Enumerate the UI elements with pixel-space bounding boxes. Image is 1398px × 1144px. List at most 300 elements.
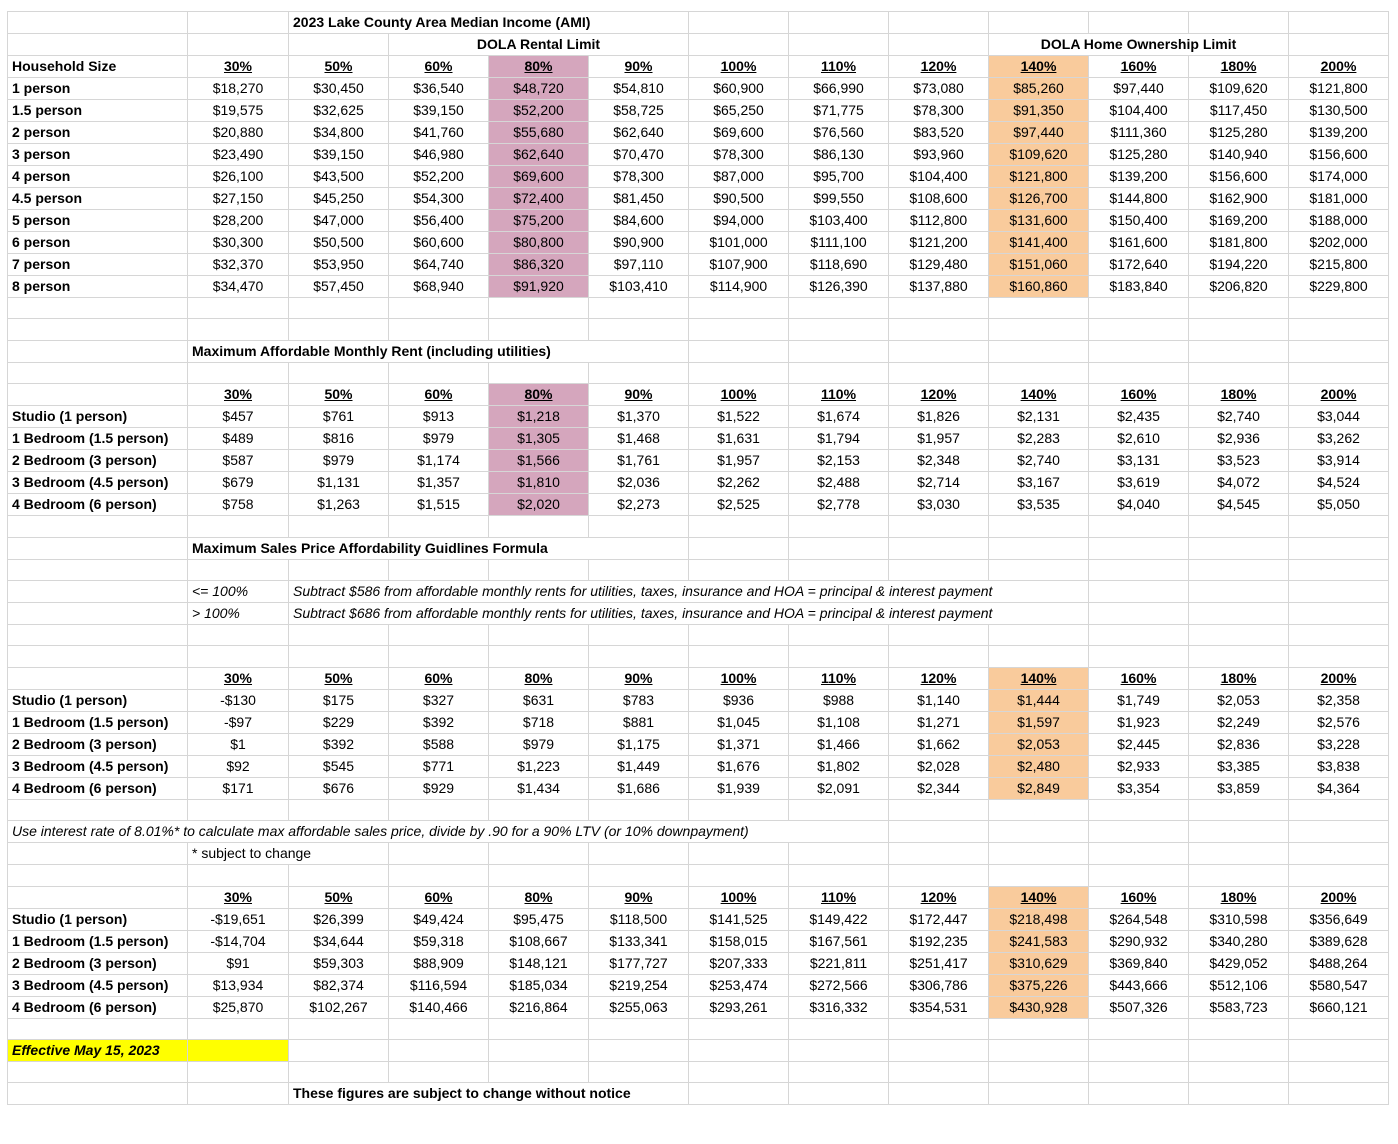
value-cell: $1,174 bbox=[389, 450, 489, 472]
value-cell: $52,200 bbox=[389, 166, 489, 188]
rent-section-title: Maximum Affordable Monthly Rent (including utilities) bbox=[188, 340, 689, 362]
value-cell: $660,121 bbox=[1289, 996, 1389, 1018]
empty-cell bbox=[689, 12, 789, 34]
empty-cell bbox=[389, 1061, 489, 1082]
empty-cell bbox=[1089, 602, 1189, 624]
value-cell: $86,130 bbox=[789, 144, 889, 166]
value-cell: $2,488 bbox=[789, 472, 889, 494]
percent-header: 120% bbox=[889, 886, 989, 908]
value-cell: $3,914 bbox=[1289, 450, 1389, 472]
value-cell: $75,200 bbox=[489, 210, 589, 232]
value-cell: $1,449 bbox=[589, 755, 689, 777]
value-cell: $457 bbox=[188, 406, 289, 428]
effective-highlight bbox=[188, 1039, 289, 1061]
empty-cell bbox=[489, 559, 589, 580]
empty-cell bbox=[289, 362, 389, 383]
empty-cell bbox=[589, 1018, 689, 1039]
value-cell: $2,435 bbox=[1089, 406, 1189, 428]
value-cell: $979 bbox=[389, 428, 489, 450]
value-cell: $172,640 bbox=[1089, 254, 1189, 276]
value-cell: $140,466 bbox=[389, 996, 489, 1018]
empty-cell bbox=[289, 646, 389, 667]
value-cell: $149,422 bbox=[789, 908, 889, 930]
value-cell: $2,344 bbox=[889, 777, 989, 799]
value-cell: $39,150 bbox=[389, 100, 489, 122]
value-cell: $162,900 bbox=[1189, 188, 1289, 210]
empty-cell bbox=[589, 362, 689, 383]
value-cell: $1,444 bbox=[989, 689, 1089, 711]
value-cell: $218,498 bbox=[989, 908, 1089, 930]
empty-cell bbox=[1189, 1061, 1289, 1082]
data-row bbox=[8, 974, 1389, 996]
percent-header: 90% bbox=[589, 384, 689, 406]
percent-header: 160% bbox=[1089, 667, 1189, 689]
value-cell: $90,500 bbox=[689, 188, 789, 210]
value-cell: $25,870 bbox=[188, 996, 289, 1018]
percent-header: 110% bbox=[789, 886, 889, 908]
value-cell: $1,223 bbox=[489, 755, 589, 777]
value-cell: $69,600 bbox=[489, 166, 589, 188]
empty-cell bbox=[989, 362, 1089, 383]
row-label: 8 person bbox=[8, 276, 188, 298]
data-row bbox=[8, 450, 1389, 472]
value-cell: $583,723 bbox=[1189, 996, 1289, 1018]
value-cell: $771 bbox=[389, 755, 489, 777]
value-cell: $1,923 bbox=[1089, 711, 1189, 733]
empty-cell bbox=[689, 319, 789, 340]
empty-cell bbox=[1289, 298, 1389, 319]
percent-header: 160% bbox=[1089, 886, 1189, 908]
value-cell: $58,725 bbox=[589, 100, 689, 122]
empty-cell bbox=[1189, 559, 1289, 580]
value-cell: $46,980 bbox=[389, 144, 489, 166]
value-cell: $2,131 bbox=[989, 406, 1089, 428]
empty-cell bbox=[489, 319, 589, 340]
empty-cell bbox=[389, 362, 489, 383]
limit-label-row bbox=[8, 34, 1389, 56]
value-cell: $169,200 bbox=[1189, 210, 1289, 232]
value-cell: $160,860 bbox=[989, 276, 1089, 298]
value-cell: $101,000 bbox=[689, 232, 789, 254]
value-cell: $126,390 bbox=[789, 276, 889, 298]
footer-row bbox=[8, 1083, 1389, 1105]
percent-header: 30% bbox=[188, 886, 289, 908]
empty-row bbox=[8, 298, 1389, 319]
empty-cell bbox=[489, 646, 589, 667]
value-cell: $3,131 bbox=[1089, 450, 1189, 472]
value-cell: $389,628 bbox=[1289, 930, 1389, 952]
value-cell: $109,620 bbox=[1189, 78, 1289, 100]
value-cell: $68,940 bbox=[389, 276, 489, 298]
value-cell: $3,228 bbox=[1289, 733, 1389, 755]
value-cell: $139,200 bbox=[1089, 166, 1189, 188]
empty-cell bbox=[989, 646, 1089, 667]
value-cell: $97,440 bbox=[1089, 78, 1189, 100]
value-cell: $429,052 bbox=[1189, 952, 1289, 974]
empty-cell bbox=[789, 1018, 889, 1039]
value-cell: $118,690 bbox=[789, 254, 889, 276]
value-cell: $1,305 bbox=[489, 428, 589, 450]
value-cell: $216,864 bbox=[489, 996, 589, 1018]
value-cell: $81,450 bbox=[589, 188, 689, 210]
value-cell: $631 bbox=[489, 689, 589, 711]
empty-cell bbox=[8, 340, 188, 362]
row-label: 1 person bbox=[8, 78, 188, 100]
value-cell: $913 bbox=[389, 406, 489, 428]
empty-cell bbox=[1189, 843, 1289, 865]
empty-cell bbox=[989, 821, 1089, 843]
percent-header: 90% bbox=[589, 56, 689, 78]
value-cell: $45,250 bbox=[289, 188, 389, 210]
value-cell: $202,000 bbox=[1289, 232, 1389, 254]
empty-cell bbox=[1089, 624, 1189, 645]
value-cell: $192,235 bbox=[889, 930, 989, 952]
empty-cell bbox=[8, 362, 188, 383]
empty-cell bbox=[289, 319, 389, 340]
value-cell: $104,400 bbox=[889, 166, 989, 188]
empty-cell bbox=[289, 1018, 389, 1039]
value-cell: $60,600 bbox=[389, 232, 489, 254]
value-cell: $2,610 bbox=[1089, 428, 1189, 450]
empty-cell bbox=[8, 624, 188, 645]
empty-cell bbox=[889, 646, 989, 667]
row-label: 2 person bbox=[8, 122, 188, 144]
value-cell: $272,566 bbox=[789, 974, 889, 996]
empty-cell bbox=[8, 580, 188, 602]
value-cell: $3,030 bbox=[889, 494, 989, 516]
value-cell: $1,175 bbox=[589, 733, 689, 755]
empty-cell bbox=[1289, 559, 1389, 580]
empty-row bbox=[8, 559, 1389, 580]
data-row bbox=[8, 908, 1389, 930]
value-cell: $175 bbox=[289, 689, 389, 711]
value-cell: $95,475 bbox=[489, 908, 589, 930]
percent-header: 120% bbox=[889, 667, 989, 689]
empty-cell bbox=[1189, 340, 1289, 362]
value-cell: $758 bbox=[188, 494, 289, 516]
value-cell: $39,150 bbox=[289, 144, 389, 166]
value-cell: $117,450 bbox=[1189, 100, 1289, 122]
percent-header: 90% bbox=[589, 667, 689, 689]
value-cell: $1,140 bbox=[889, 689, 989, 711]
value-cell: $2,714 bbox=[889, 472, 989, 494]
empty-cell bbox=[1189, 1039, 1289, 1061]
percent-header: 100% bbox=[689, 667, 789, 689]
effective-date: Effective May 15, 2023 bbox=[8, 1039, 188, 1061]
empty-cell bbox=[389, 646, 489, 667]
empty-cell bbox=[589, 298, 689, 319]
empty-cell bbox=[889, 537, 989, 559]
value-cell: $97,110 bbox=[589, 254, 689, 276]
value-cell: $36,540 bbox=[389, 78, 489, 100]
empty-cell bbox=[589, 799, 689, 820]
value-cell: $48,720 bbox=[489, 78, 589, 100]
value-cell: $32,625 bbox=[289, 100, 389, 122]
value-cell: $1,108 bbox=[789, 711, 889, 733]
value-cell: $1,761 bbox=[589, 450, 689, 472]
empty-cell bbox=[1289, 1039, 1389, 1061]
empty-cell bbox=[889, 319, 989, 340]
value-cell: $185,034 bbox=[489, 974, 589, 996]
title-row bbox=[8, 12, 1389, 34]
value-cell: $125,280 bbox=[1089, 144, 1189, 166]
value-cell: $1 bbox=[188, 733, 289, 755]
formula-row bbox=[8, 580, 1389, 602]
empty-cell bbox=[789, 559, 889, 580]
row-label: 1 Bedroom (1.5 person) bbox=[8, 711, 188, 733]
empty-cell bbox=[889, 340, 989, 362]
empty-cell bbox=[1289, 580, 1389, 602]
row-label: 1 Bedroom (1.5 person) bbox=[8, 930, 188, 952]
empty-cell bbox=[989, 319, 1089, 340]
row-label: 4 Bedroom (6 person) bbox=[8, 494, 188, 516]
value-cell: $23,490 bbox=[188, 144, 289, 166]
value-cell: $1,434 bbox=[489, 777, 589, 799]
value-cell: $988 bbox=[789, 689, 889, 711]
value-cell: $3,262 bbox=[1289, 428, 1389, 450]
percent-header: 200% bbox=[1289, 886, 1389, 908]
empty-cell bbox=[188, 1083, 289, 1105]
empty-cell bbox=[188, 646, 289, 667]
empty-cell bbox=[1289, 319, 1389, 340]
value-cell: $19,575 bbox=[188, 100, 289, 122]
value-cell: $1,597 bbox=[989, 711, 1089, 733]
empty-cell bbox=[689, 799, 789, 820]
value-cell: $3,838 bbox=[1289, 755, 1389, 777]
empty-cell bbox=[789, 34, 889, 56]
value-cell: $392 bbox=[289, 733, 389, 755]
percent-header: 50% bbox=[289, 667, 389, 689]
value-cell: $85,260 bbox=[989, 78, 1089, 100]
empty-cell bbox=[1189, 602, 1289, 624]
value-cell: $76,560 bbox=[789, 122, 889, 144]
empty-cell bbox=[789, 298, 889, 319]
empty-cell bbox=[489, 799, 589, 820]
percent-header: 200% bbox=[1289, 384, 1389, 406]
value-cell: $27,150 bbox=[188, 188, 289, 210]
empty-cell bbox=[8, 865, 188, 886]
value-cell: $580,547 bbox=[1289, 974, 1389, 996]
value-cell: $1,218 bbox=[489, 406, 589, 428]
value-cell: $3,385 bbox=[1189, 755, 1289, 777]
row-label: 3 Bedroom (4.5 person) bbox=[8, 472, 188, 494]
data-row bbox=[8, 144, 1389, 166]
row-label bbox=[8, 384, 188, 406]
empty-cell bbox=[1289, 624, 1389, 645]
value-cell: $430,928 bbox=[989, 996, 1089, 1018]
empty-cell bbox=[889, 1083, 989, 1105]
value-cell: $108,667 bbox=[489, 930, 589, 952]
value-cell: $88,909 bbox=[389, 952, 489, 974]
value-cell: $4,040 bbox=[1089, 494, 1189, 516]
value-cell: $255,063 bbox=[589, 996, 689, 1018]
empty-cell bbox=[689, 843, 789, 865]
empty-cell bbox=[589, 559, 689, 580]
value-cell: $979 bbox=[489, 733, 589, 755]
value-cell: $148,121 bbox=[489, 952, 589, 974]
empty-cell bbox=[689, 624, 789, 645]
empty-cell bbox=[789, 12, 889, 34]
empty-cell bbox=[289, 865, 389, 886]
empty-cell bbox=[289, 624, 389, 645]
value-cell: $1,749 bbox=[1089, 689, 1189, 711]
value-cell: $78,300 bbox=[589, 166, 689, 188]
value-cell: -$130 bbox=[188, 689, 289, 711]
value-cell: $133,341 bbox=[589, 930, 689, 952]
value-cell: $102,267 bbox=[289, 996, 389, 1018]
value-cell: $108,600 bbox=[889, 188, 989, 210]
empty-cell bbox=[1089, 646, 1189, 667]
percent-header: 80% bbox=[489, 886, 589, 908]
value-cell: $718 bbox=[489, 711, 589, 733]
empty-cell bbox=[789, 340, 889, 362]
value-cell: $54,300 bbox=[389, 188, 489, 210]
value-cell: $43,500 bbox=[289, 166, 389, 188]
empty-cell bbox=[188, 1061, 289, 1082]
value-cell: $194,220 bbox=[1189, 254, 1289, 276]
percent-header: 140% bbox=[989, 56, 1089, 78]
value-cell: $4,364 bbox=[1289, 777, 1389, 799]
value-cell: $881 bbox=[589, 711, 689, 733]
empty-cell bbox=[1189, 799, 1289, 820]
value-cell: $151,060 bbox=[989, 254, 1089, 276]
value-cell: $56,400 bbox=[389, 210, 489, 232]
percent-header: 60% bbox=[389, 667, 489, 689]
ami-table bbox=[7, 11, 1389, 1105]
data-row bbox=[8, 996, 1389, 1018]
empty-cell bbox=[989, 1039, 1089, 1061]
value-cell: $64,740 bbox=[389, 254, 489, 276]
empty-cell bbox=[188, 624, 289, 645]
empty-cell bbox=[1289, 12, 1389, 34]
empty-cell bbox=[289, 34, 389, 56]
value-cell: $3,354 bbox=[1089, 777, 1189, 799]
value-cell: $30,300 bbox=[188, 232, 289, 254]
empty-cell bbox=[989, 1061, 1089, 1082]
empty-cell bbox=[789, 624, 889, 645]
empty-cell bbox=[389, 799, 489, 820]
row-label: Studio (1 person) bbox=[8, 908, 188, 930]
value-cell: $290,932 bbox=[1089, 930, 1189, 952]
empty-cell bbox=[589, 319, 689, 340]
percent-header: 100% bbox=[689, 384, 789, 406]
percent-header: 30% bbox=[188, 384, 289, 406]
value-cell: $60,900 bbox=[689, 78, 789, 100]
empty-cell bbox=[289, 559, 389, 580]
value-cell: $55,680 bbox=[489, 122, 589, 144]
value-cell: $2,836 bbox=[1189, 733, 1289, 755]
empty-cell bbox=[889, 624, 989, 645]
value-cell: $109,620 bbox=[989, 144, 1089, 166]
empty-cell bbox=[689, 537, 789, 559]
value-cell: $1,522 bbox=[689, 406, 789, 428]
interest-note: Use interest rate of 8.01%* to calculate max affordable sales price, divide by .90 for a 90% LTV (or 10% downpayment) bbox=[8, 821, 889, 843]
row-label: 5 person bbox=[8, 210, 188, 232]
empty-cell bbox=[989, 298, 1089, 319]
value-cell: $99,550 bbox=[789, 188, 889, 210]
empty-cell bbox=[8, 319, 188, 340]
empty-cell bbox=[1189, 1083, 1289, 1105]
value-cell: $221,811 bbox=[789, 952, 889, 974]
value-cell: -$19,651 bbox=[188, 908, 289, 930]
value-cell: $41,760 bbox=[389, 122, 489, 144]
value-cell: $369,840 bbox=[1089, 952, 1189, 974]
empty-cell bbox=[1089, 12, 1189, 34]
empty-cell bbox=[689, 1018, 789, 1039]
empty-cell bbox=[289, 1061, 389, 1082]
empty-cell bbox=[1089, 537, 1189, 559]
value-cell: $306,786 bbox=[889, 974, 989, 996]
percent-header: 180% bbox=[1189, 886, 1289, 908]
value-cell: $264,548 bbox=[1089, 908, 1189, 930]
empty-cell bbox=[689, 516, 789, 537]
data-row bbox=[8, 689, 1389, 711]
percent-header: 100% bbox=[689, 886, 789, 908]
value-cell: $91,920 bbox=[489, 276, 589, 298]
empty-cell bbox=[188, 298, 289, 319]
empty-cell bbox=[889, 1039, 989, 1061]
payment-header-row bbox=[8, 667, 1389, 689]
empty-cell bbox=[1289, 1018, 1389, 1039]
empty-row bbox=[8, 646, 1389, 667]
value-cell: $30,450 bbox=[289, 78, 389, 100]
value-cell: $144,800 bbox=[1089, 188, 1189, 210]
value-cell: $49,424 bbox=[389, 908, 489, 930]
empty-cell bbox=[989, 1018, 1089, 1039]
value-cell: $1,686 bbox=[589, 777, 689, 799]
ownership-limit-label: DOLA Home Ownership Limit bbox=[989, 34, 1289, 56]
empty-cell bbox=[188, 319, 289, 340]
percent-header: 100% bbox=[689, 56, 789, 78]
empty-cell bbox=[589, 646, 689, 667]
value-cell: -$14,704 bbox=[188, 930, 289, 952]
value-cell: $181,000 bbox=[1289, 188, 1389, 210]
value-cell: $91,350 bbox=[989, 100, 1089, 122]
value-cell: $69,600 bbox=[689, 122, 789, 144]
empty-cell bbox=[989, 1083, 1089, 1105]
percent-header: 180% bbox=[1189, 384, 1289, 406]
page-title: 2023 Lake County Area Median Income (AMI) bbox=[289, 12, 689, 34]
value-cell: $188,000 bbox=[1289, 210, 1389, 232]
value-cell: $150,400 bbox=[1089, 210, 1189, 232]
value-cell: $87,000 bbox=[689, 166, 789, 188]
value-cell: $65,250 bbox=[689, 100, 789, 122]
percent-header: 200% bbox=[1289, 56, 1389, 78]
empty-cell bbox=[8, 298, 188, 319]
empty-cell bbox=[8, 843, 188, 865]
percent-header: 50% bbox=[289, 56, 389, 78]
empty-cell bbox=[1289, 340, 1389, 362]
data-row bbox=[8, 472, 1389, 494]
value-cell: $111,100 bbox=[789, 232, 889, 254]
empty-cell bbox=[689, 1061, 789, 1082]
empty-cell bbox=[789, 865, 889, 886]
data-row bbox=[8, 78, 1389, 100]
value-cell: $82,374 bbox=[289, 974, 389, 996]
percent-header: 140% bbox=[989, 886, 1089, 908]
empty-cell bbox=[1289, 362, 1389, 383]
percent-header: 90% bbox=[589, 886, 689, 908]
income-header-row bbox=[8, 56, 1389, 78]
value-cell: $66,990 bbox=[789, 78, 889, 100]
empty-cell bbox=[1089, 865, 1189, 886]
rent-title-row bbox=[8, 340, 1389, 362]
empty-cell bbox=[489, 1039, 589, 1061]
empty-cell bbox=[589, 865, 689, 886]
empty-cell bbox=[889, 1061, 989, 1082]
percent-header: 180% bbox=[1189, 56, 1289, 78]
footer-note: These figures are subject to change without notice bbox=[289, 1083, 689, 1105]
